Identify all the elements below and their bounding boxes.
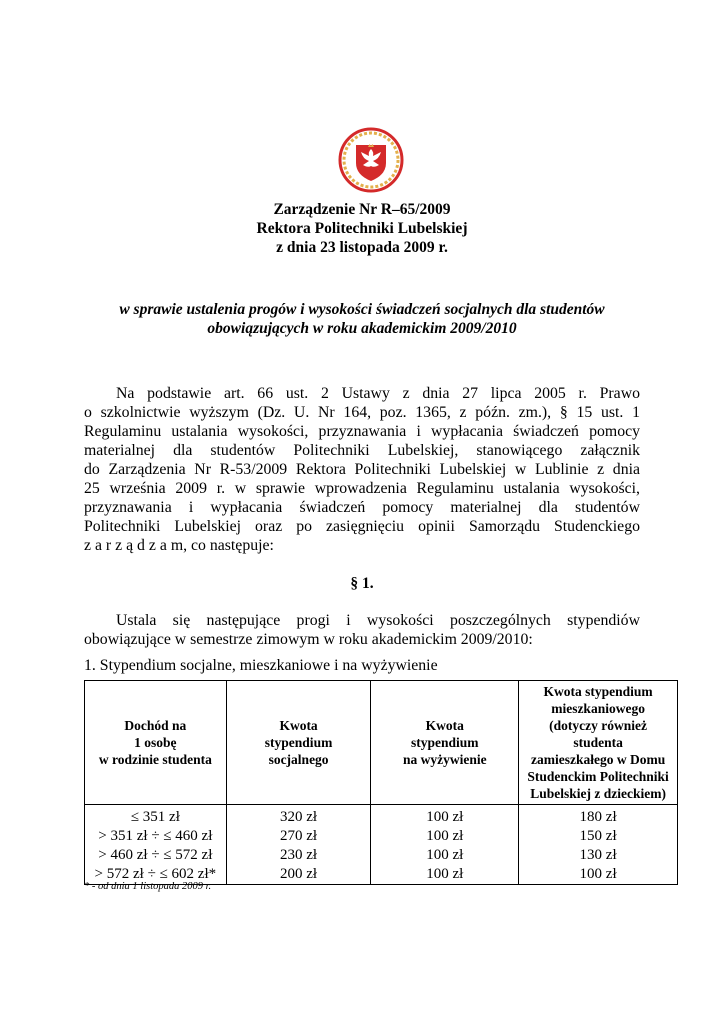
cell-social: 200 zł — [226, 865, 371, 885]
header-housing-stipend: Kwota stypendium mieszkaniowego (dotyczy również studenta zamieszkałego w Domu Studenckim Politechniki Lubelskiej z dzieckiem) — [519, 681, 678, 805]
subject-line-1: w sprawie ustalenia progów i wysokości świadczeń socjalnych dla studentów — [119, 301, 605, 318]
footnote: * - od dnia 1 listopada 2009 r. — [84, 881, 212, 892]
cell-food: 100 zł — [371, 865, 519, 885]
preamble-line: Politechniki Lubelskiej oraz po zasięgnięciu opinii Samorządu Studenckiego — [84, 518, 640, 535]
cell-food: 100 zł — [371, 846, 519, 865]
preamble-line: materialnej dla studentów Politechniki Lubelskiej, stanowiącego załącznik — [84, 442, 640, 459]
cell-social: 270 zł — [226, 827, 371, 846]
section-paragraph — [84, 611, 640, 649]
header-income: Dochód na 1 osobę w rodzinie studenta — [85, 681, 227, 805]
preamble-line: o szkolnictwie wyższym (Dz. U. Nr 164, poz. 1365, z późn. zm.), § 15 ust. 1 — [84, 404, 640, 421]
stipend-table — [84, 680, 678, 885]
cell-income: > 572 zł ÷ ≤ 602 zł* — [85, 865, 227, 885]
table-row — [85, 827, 678, 846]
section-title: § 1. — [350, 575, 374, 592]
table-row — [85, 805, 678, 828]
cell-social: 230 zł — [226, 846, 371, 865]
document-number: Zarządzenie Nr R–65/2009 — [273, 201, 451, 218]
section-line: Ustala się następujące progi i wysokości poszczególnych stypendiów — [116, 612, 640, 629]
preamble-line: z a r z ą d z a m, co następuje: — [84, 537, 274, 554]
preamble-line: Na podstawie art. 66 ust. 2 Ustawy z dnia 27 lipca 2005 r. Prawo — [116, 385, 640, 402]
cell-income: ≤ 351 zł — [85, 805, 227, 828]
university-logo — [336, 127, 406, 193]
cell-social: 320 zł — [226, 805, 371, 828]
header-social-stipend: Kwota stypendium socjalnego — [226, 681, 371, 805]
cell-housing: 100 zł — [519, 865, 678, 885]
subject-line-2: obowiązujących w roku akademickim 2009/2010 — [207, 320, 517, 337]
cell-housing: 180 zł — [519, 805, 678, 828]
table-header-row — [85, 681, 678, 805]
preamble-paragraph — [84, 384, 640, 555]
preamble-line: przyznawania i wypłacania świadczeń pomocy materialnej dla studentów — [84, 499, 640, 516]
section-line: obowiązujące w semestrze zimowym w roku akademickim 2009/2010: — [84, 631, 533, 648]
cell-food: 100 zł — [371, 827, 519, 846]
preamble-line: Regulaminu ustalania wysokości, przyznawania i wypłacania świadczeń pomocy — [84, 423, 640, 440]
list-item-stipend-types: 1. Stypendium socjalne, mieszkaniowe i na wyżywienie — [84, 657, 438, 674]
document-date: z dnia 23 listopada 2009 r. — [276, 239, 448, 256]
cell-income: > 351 zł ÷ ≤ 460 zł — [85, 827, 227, 846]
table-row — [85, 846, 678, 865]
preamble-line: do Zarządzenia Nr R-53/2009 Rektora Politechniki Lubelskiej w Lublinie z dnia — [84, 461, 640, 478]
cell-housing: 130 zł — [519, 846, 678, 865]
header-food-stipend: Kwota stypendium na wyżywienie — [371, 681, 519, 805]
cell-food: 100 zł — [371, 805, 519, 828]
cell-income: > 460 zł ÷ ≤ 572 zł — [85, 846, 227, 865]
preamble-line: 25 września 2009 r. w sprawie wprowadzenia Regulaminu ustalania wysokości, — [84, 480, 640, 497]
cell-housing: 150 zł — [519, 827, 678, 846]
issuer: Rektora Politechniki Lubelskiej — [256, 220, 468, 237]
